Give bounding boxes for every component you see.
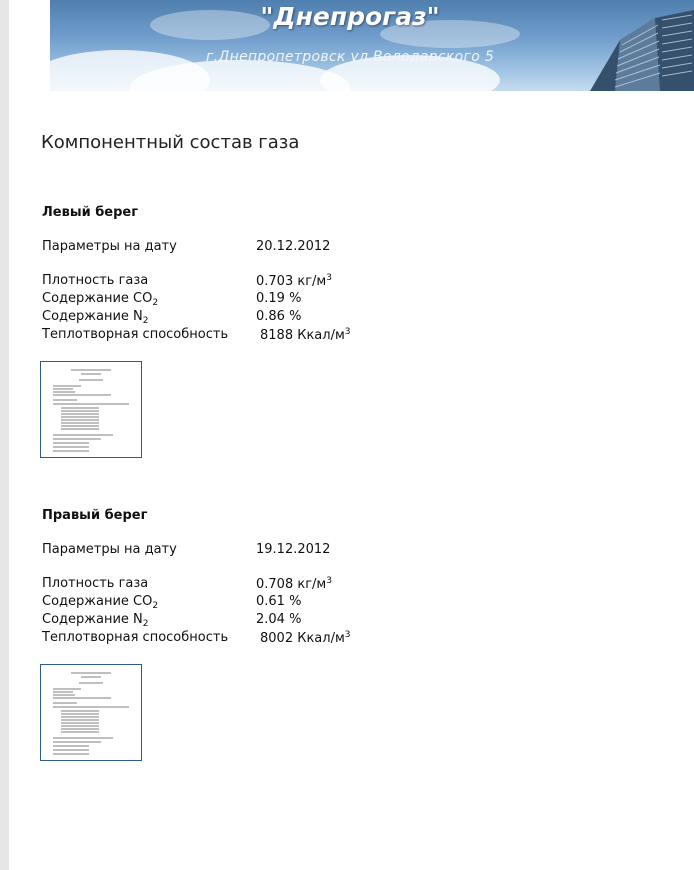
certificate-thumbnail-left-bank[interactable] xyxy=(40,361,142,458)
n2-value: 2.04 % xyxy=(256,612,302,627)
certificate-thumbnail-right-bank[interactable] xyxy=(40,664,142,761)
co2-value: 0.19 % xyxy=(256,291,302,306)
n2-label: Содержание $N_2$ xyxy=(42,309,149,326)
n2-label: Содержание $N_2$ xyxy=(42,612,149,629)
heat-value: 8002 Ккал/$м^3$ xyxy=(260,630,351,646)
heat-label: Теплотворная способность xyxy=(42,327,229,342)
left-border xyxy=(0,0,9,870)
co2-row xyxy=(42,594,382,612)
density-row xyxy=(42,576,382,594)
co2-label: Содержание $CO_2$ xyxy=(42,291,159,308)
density-label: Плотность газа xyxy=(42,273,149,288)
heat-label: Теплотворная способность xyxy=(42,630,229,645)
co2-label: Содержание $CO_2$ xyxy=(42,594,159,611)
date-label: Параметры на дату xyxy=(42,542,177,557)
density-label: Плотность газа xyxy=(42,576,149,591)
param-date-row xyxy=(42,239,382,257)
co2-row xyxy=(42,291,382,309)
heat-value: 8188 Ккал/$м^3$ xyxy=(260,327,351,343)
n2-row xyxy=(42,612,382,630)
page-title: Компонентный состав газа xyxy=(41,132,300,153)
date-value: 19.12.2012 xyxy=(256,542,331,557)
company-name: "Днепрогаз" xyxy=(260,2,440,31)
company-address: г.Днепропетровск ул.Володарского 5 xyxy=(205,49,495,65)
section-title-left-bank: Левый берег xyxy=(42,205,139,220)
skyscraper-image xyxy=(560,0,694,91)
co2-value: 0.61 % xyxy=(256,594,302,609)
n2-row xyxy=(42,309,382,327)
header-banner xyxy=(50,0,694,91)
date-label: Параметры на дату xyxy=(42,239,177,254)
heat-row xyxy=(42,327,382,345)
density-value: 0.708 $кг/м^3$ xyxy=(256,576,332,592)
param-date-row xyxy=(42,542,382,560)
heat-row xyxy=(42,630,382,648)
document-preview-icon xyxy=(41,362,141,457)
n2-value: 0.86 % xyxy=(256,309,302,324)
date-value: 20.12.2012 xyxy=(256,239,331,254)
density-row xyxy=(42,273,382,291)
density-value: 0.703 $кг/м^3$ xyxy=(256,273,332,289)
section-title-right-bank: Правый берег xyxy=(42,508,148,523)
document-preview-icon xyxy=(41,665,141,760)
